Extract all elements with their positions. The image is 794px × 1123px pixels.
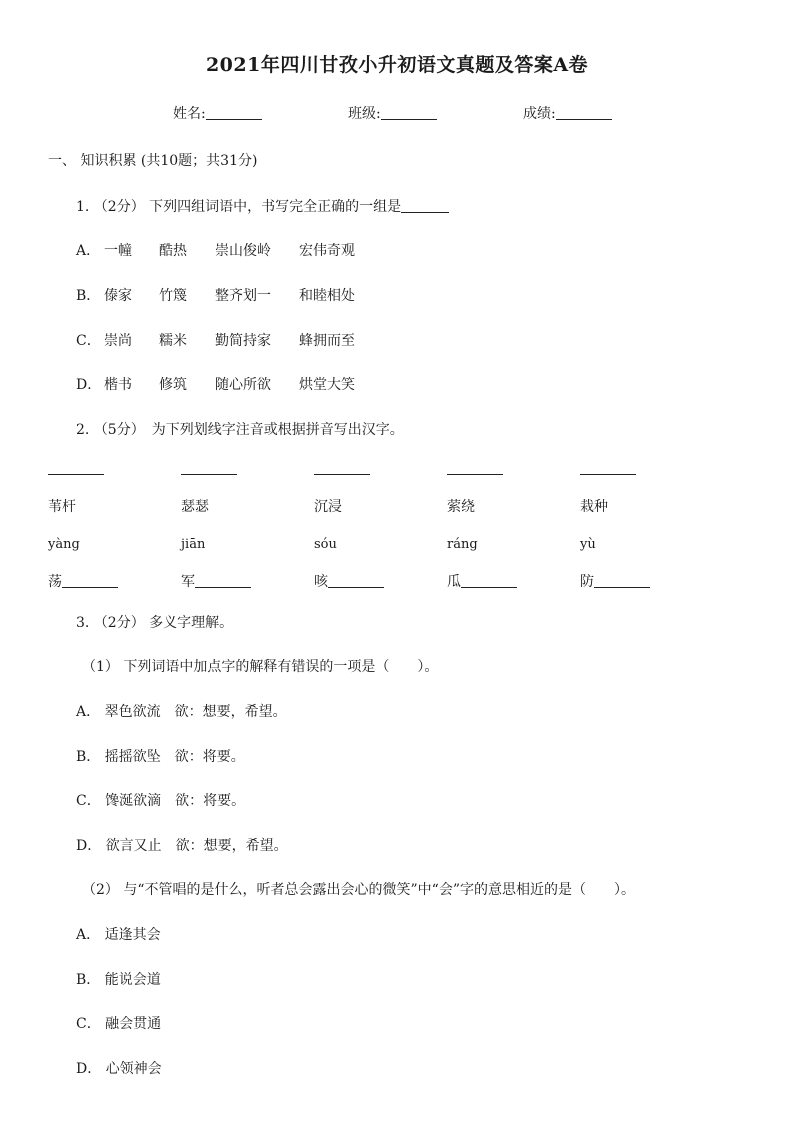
question-3-sub2-option-d[interactable]: [76, 1058, 162, 1078]
option-letter: C．: [76, 793, 101, 809]
pinyin-item: sóu: [314, 537, 337, 552]
question-3-sub1: （1） 下列词语中加点字的解释有错误的一项是（ ）。: [82, 659, 439, 675]
word-item: 瑟瑟: [181, 499, 209, 515]
char-blank[interactable]: [195, 572, 251, 588]
class-blank[interactable]: [381, 104, 437, 120]
option-text: 心领神会: [105, 1061, 162, 1077]
option-word: 酷热: [159, 243, 187, 259]
pinyin-item: ráng: [447, 537, 478, 552]
char-fill-item: [48, 571, 118, 591]
option-text: 融会贯通: [105, 1016, 162, 1032]
pinyin-answer-blank[interactable]: [580, 474, 636, 475]
char-prefix: 防: [580, 574, 594, 590]
pinyin-answer-blank[interactable]: [48, 474, 104, 475]
char-fill-item: [447, 571, 517, 591]
option-letter: D．: [76, 838, 102, 854]
question-3-sub2: （2） 与“不管唱的是什么，听者总会露出会心的微笑”中“会”字的意思相近的是（ ）。: [82, 882, 635, 898]
pinyin-item: yù: [580, 537, 596, 552]
question-3-sub1-option-a[interactable]: [76, 701, 287, 721]
question-1-text: 1. （2分） 下列四组词语中，书写完全正确的一组是: [76, 199, 402, 215]
option-word: 楷书: [104, 377, 132, 393]
name-field: [173, 103, 262, 123]
option-text: 适逢其会: [104, 927, 161, 943]
char-prefix: 咳: [314, 574, 328, 590]
option-word: 崇山俊岭: [215, 243, 271, 259]
option-letter: C．: [76, 333, 101, 349]
option-word: 修筑: [159, 377, 187, 393]
char-blank[interactable]: [62, 572, 118, 588]
word-item: 沉浸: [314, 499, 342, 515]
class-field: [348, 103, 437, 123]
char-blank[interactable]: [594, 572, 650, 588]
score-field: [523, 103, 612, 123]
char-prefix: 军: [181, 574, 195, 590]
option-text: 欲言又止 欲：想要，希望。: [105, 838, 288, 854]
option-word: 随心所欲: [215, 377, 271, 393]
question-3-stem: 3. （2分） 多义字理解。: [76, 615, 234, 631]
char-blank[interactable]: [328, 572, 384, 588]
option-text: 馋涎欲滴 欲：将要。: [105, 793, 246, 809]
option-word: 糯米: [159, 333, 187, 349]
option-text: 能说会道: [104, 972, 161, 988]
option-word: 烘堂大笑: [299, 377, 355, 393]
score-blank[interactable]: [556, 104, 612, 120]
name-blank[interactable]: [206, 104, 262, 120]
option-text: 摇摇欲坠 欲：将要。: [104, 749, 245, 765]
option-text: 翠色欲流 欲：想要，希望。: [104, 704, 287, 720]
option-letter: B．: [76, 749, 101, 765]
question-1-blank[interactable]: [401, 197, 449, 213]
question-3-sub2-option-b[interactable]: [76, 969, 161, 989]
word-item: 苇杆: [48, 499, 76, 515]
question-3-sub1-option-c[interactable]: [76, 790, 245, 810]
option-letter: B．: [76, 288, 101, 304]
option-word: 傣家: [104, 288, 132, 304]
option-letter: B．: [76, 972, 101, 988]
pinyin-item: yàng: [48, 537, 80, 552]
option-word: 整齐划一: [215, 288, 271, 304]
score-label: 成绩:: [523, 106, 556, 122]
option-word: 蜂拥而至: [299, 333, 355, 349]
char-fill-item: [181, 571, 251, 591]
pinyin-answer-blank[interactable]: [181, 474, 237, 475]
option-word: 竹篾: [159, 288, 187, 304]
option-letter: D．: [76, 377, 102, 393]
pinyin-item: jiān: [181, 537, 206, 552]
option-word: 和睦相处: [299, 288, 355, 304]
question-2-stem: 2. （5分） 为下列划线字注音或根据拼音写出汉字。: [76, 422, 404, 438]
name-label: 姓名:: [173, 106, 206, 122]
option-word: 勤简持家: [215, 333, 271, 349]
question-3-sub1-option-d[interactable]: [76, 835, 288, 855]
word-item: 栽种: [580, 499, 608, 515]
char-blank[interactable]: [461, 572, 517, 588]
section-heading: 一、 知识积累 (共10题；共31分): [48, 153, 258, 169]
class-label: 班级:: [348, 106, 381, 122]
char-prefix: 瓜: [447, 574, 461, 590]
option-letter: C．: [76, 1016, 101, 1032]
question-3-sub1-option-b[interactable]: [76, 746, 245, 766]
question-3-sub2-option-a[interactable]: [76, 924, 161, 944]
word-item: 萦绕: [447, 499, 475, 515]
char-prefix: 荡: [48, 574, 62, 590]
option-word: 一幢: [104, 243, 132, 259]
char-fill-item: [580, 571, 650, 591]
pinyin-answer-blank[interactable]: [314, 474, 370, 475]
question-3-sub2-option-c[interactable]: [76, 1013, 161, 1033]
option-word: 宏伟奇观: [299, 243, 355, 259]
option-letter: A．: [76, 927, 101, 943]
option-letter: A．: [76, 243, 101, 259]
option-letter: D．: [76, 1061, 102, 1077]
char-fill-item: [314, 571, 384, 591]
page-title: 2021年四川甘孜小升初语文真题及答案A卷: [205, 54, 589, 76]
option-letter: A．: [76, 704, 101, 720]
question-1-stem: [76, 196, 449, 216]
pinyin-answer-blank[interactable]: [447, 474, 503, 475]
option-word: 崇尚: [104, 333, 132, 349]
